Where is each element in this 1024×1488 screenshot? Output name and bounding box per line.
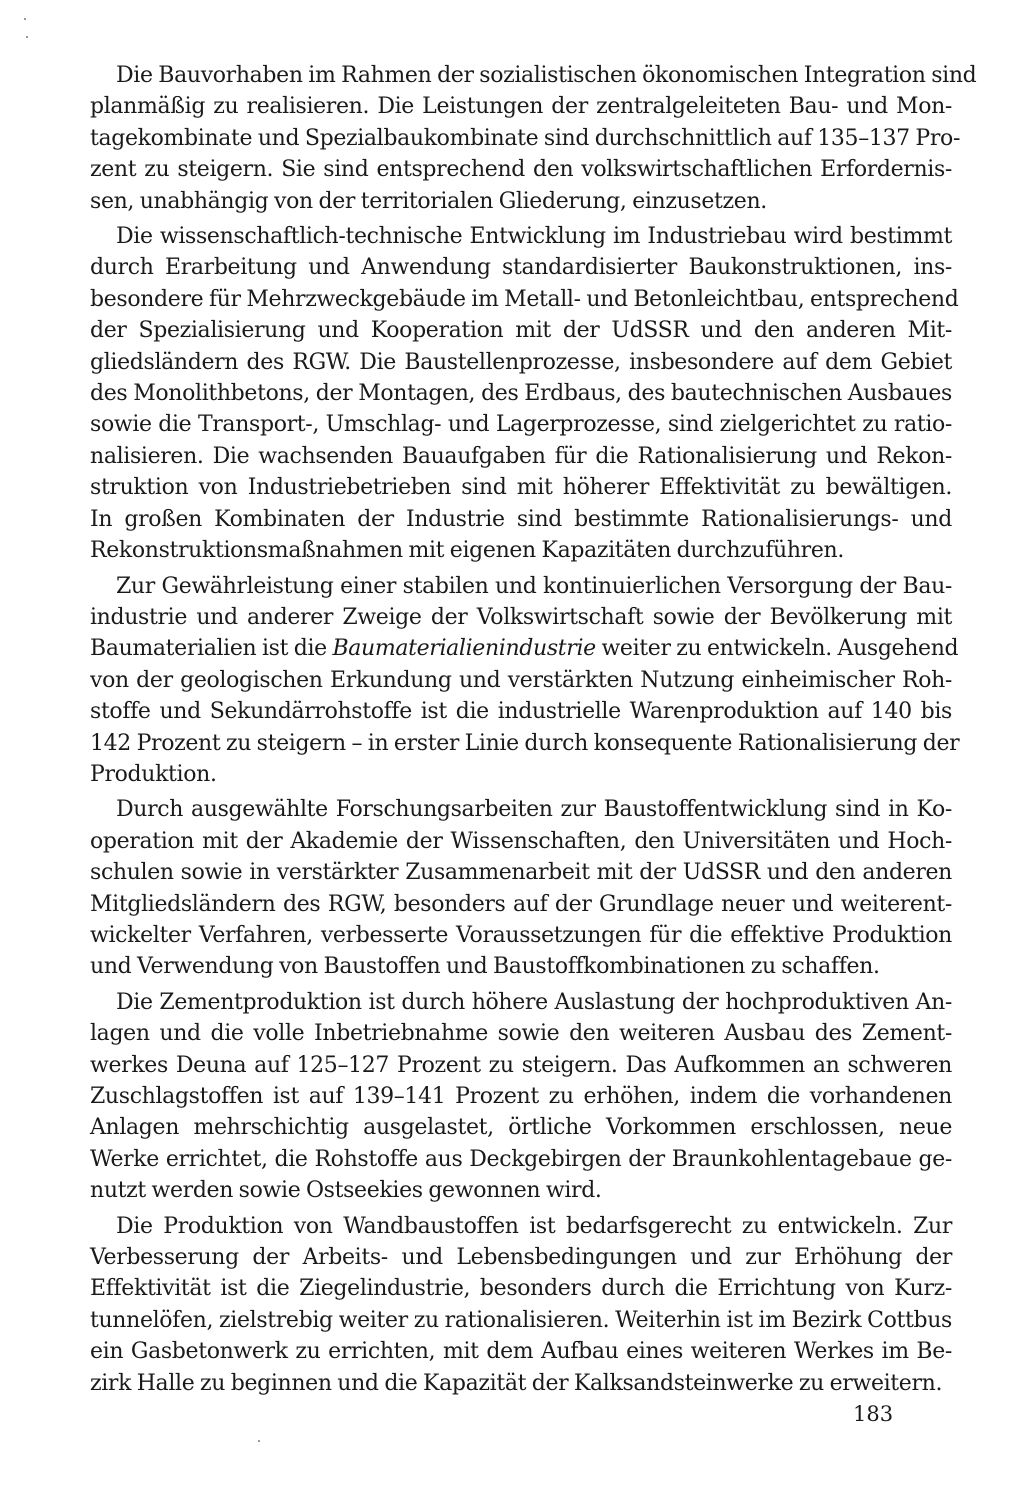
paragraph	[90, 221, 959, 566]
text-line: gliedsländern des RGW. Die Baustellenprozesse, insbesondere auf dem Gebiet	[90, 349, 952, 375]
text-line: sowie die Transport-, Umschlag- und Lagerprozesse, sind zielgerichtet zu ratio-	[90, 412, 952, 438]
text-line: industrie und anderer Zweige der Volkswirtschaft sowie der Bevölkerung mit	[90, 604, 952, 630]
text-line: der Spezialisierung und Kooperation mit der UdSSR und den anderen Mit-	[90, 318, 952, 344]
text-line: tunnelöfen, zielstrebig weiter zu rationalisieren. Weiterhin ist im Bezirk Cottbus	[90, 1307, 952, 1333]
text-line: tagekombinate und Spezialbaukombinate sind durchschnittlich auf 135–137 Pro-	[90, 125, 961, 151]
text-line: Effektivität ist die Ziegelindustrie, besonders durch die Errichtung von Kurz-	[90, 1276, 952, 1302]
text-line: ein Gasbetonwerk zu errichten, mit dem Aufbau eines weiteren Werkes im Be-	[90, 1339, 952, 1365]
text-line: struktion von Industriebetrieben sind mit höherer Effektivität zu bewältigen.	[90, 475, 952, 501]
text-line: stoffe und Sekundärrohstoffe ist die industrielle Warenproduktion auf 140 bis	[90, 699, 952, 725]
text-line: 142 Prozent zu steigern – in erster Linie durch konsequente Rationalisierung der	[90, 730, 960, 756]
text-line: lagen und die volle Inbetriebnahme sowie den weiteren Ausbau des Zement-	[90, 1021, 952, 1047]
text-line: wickelter Verfahren, verbesserte Voraussetzungen für die effektive Produktion	[90, 922, 952, 948]
text-line: Anlagen mehrschichtig ausgelastet, örtliche Vorkommen erschlossen, neue	[90, 1115, 952, 1141]
italic-term: Baumaterialienindustrie	[332, 636, 596, 662]
page-number: 183	[853, 1402, 894, 1426]
text-line: Die Bauvorhaben im Rahmen der sozialistischen ökonomischen Integration sind	[116, 63, 977, 88]
paragraph	[90, 1211, 952, 1399]
text-line: Verbesserung der Arbeits- und Lebensbedingungen und zur Erhöhung der	[90, 1245, 952, 1271]
scan-speck	[26, 36, 28, 38]
text-line: zent zu steigern. Sie sind entsprechend den volkswirtschaftlichen Erfordernis-	[90, 157, 952, 183]
text-line: In großen Kombinaten der Industrie sind bestimmte Rationalisierungs- und	[90, 506, 952, 532]
text-line: Produktion.	[90, 761, 217, 787]
text-line: Zur Gewährleistung einer stabilen und kontinuierlichen Versorgung der Bau-	[116, 573, 952, 599]
text-line: nutzt werden sowie Ostseekies gewonnen wird.	[90, 1178, 602, 1204]
text-line: Die Produktion von Wandbaustoffen ist bedarfsgerecht zu entwickeln. Zur	[116, 1213, 952, 1239]
text-line: Mitgliedsländern des RGW, besonders auf der Grundlage neuer und weiterent-	[90, 891, 952, 917]
text-line: werkes Deuna auf 125–127 Prozent zu steigern. Das Aufkommen an schweren	[90, 1052, 952, 1078]
text-line: Werke errichtet, die Rohstoffe aus Deckgebirgen der Braunkohlentagebaue ge-	[90, 1146, 952, 1172]
text-line: Durch ausgewählte Forschungsarbeiten zur Baustoffentwicklung sind in Ko-	[116, 797, 952, 823]
text-line: durch Erarbeitung und Anwendung standardisierter Baukonstruktionen, ins-	[90, 255, 952, 281]
text-line: Rekonstruktionsmaßnahmen mit eigenen Kapazitäten durchzuführen.	[90, 538, 844, 564]
text-line: Die Zementproduktion ist durch höhere Auslastung der hochproduktiven An-	[116, 989, 952, 1015]
paragraph	[90, 60, 977, 217]
text-line: Die wissenschaftlich-technische Entwicklung im Industriebau wird bestimmt	[116, 224, 952, 250]
text-line: planmäßig zu realisieren. Die Leistungen der zentralgeleiteten Bau- und Mon-	[90, 94, 952, 120]
text-line: Zuschlagstoffen ist auf 139–141 Prozent zu erhöhen, indem die vorhandenen	[90, 1084, 952, 1109]
text-line: schulen sowie in verstärkter Zusammenarbeit mit der UdSSR und den anderen	[90, 860, 952, 886]
paragraph	[90, 794, 952, 982]
text-line: zirk Halle zu beginnen und die Kapazität der Kalksandsteinwerke zu erweitern.	[90, 1370, 943, 1396]
text-line: nalisieren. Die wachsenden Bauaufgaben für die Rationalisierung und Rekon-	[90, 443, 952, 469]
text-line: von der geologischen Erkundung und verstärkten Nutzung einheimischer Roh-	[90, 667, 952, 693]
paragraph	[90, 987, 952, 1207]
text-line: und Verwendung von Baustoffen und Baustoffkombinationen zu schaffen.	[90, 954, 880, 980]
text-line: operation mit der Akademie der Wissenschaften, den Universitäten und Hoch-	[90, 828, 952, 854]
text-line: sen, unabhängig von der territorialen Gliederung, einzusetzen.	[90, 188, 767, 214]
text-line: besondere für Mehrzweckgebäude im Metall- und Betonleichtbau, entsprechend	[90, 286, 959, 312]
scan-speck	[258, 1440, 260, 1442]
text-line: des Monolithbetons, der Montagen, des Erdbaus, des bautechnischen Ausbaues	[90, 381, 952, 407]
page-body	[90, 60, 977, 1403]
text-line: Baumaterialien ist die Baumaterialienindustrie weiter zu entwickeln. Ausgehend	[90, 636, 959, 662]
paragraph	[90, 571, 960, 791]
scan-speck	[24, 18, 26, 20]
